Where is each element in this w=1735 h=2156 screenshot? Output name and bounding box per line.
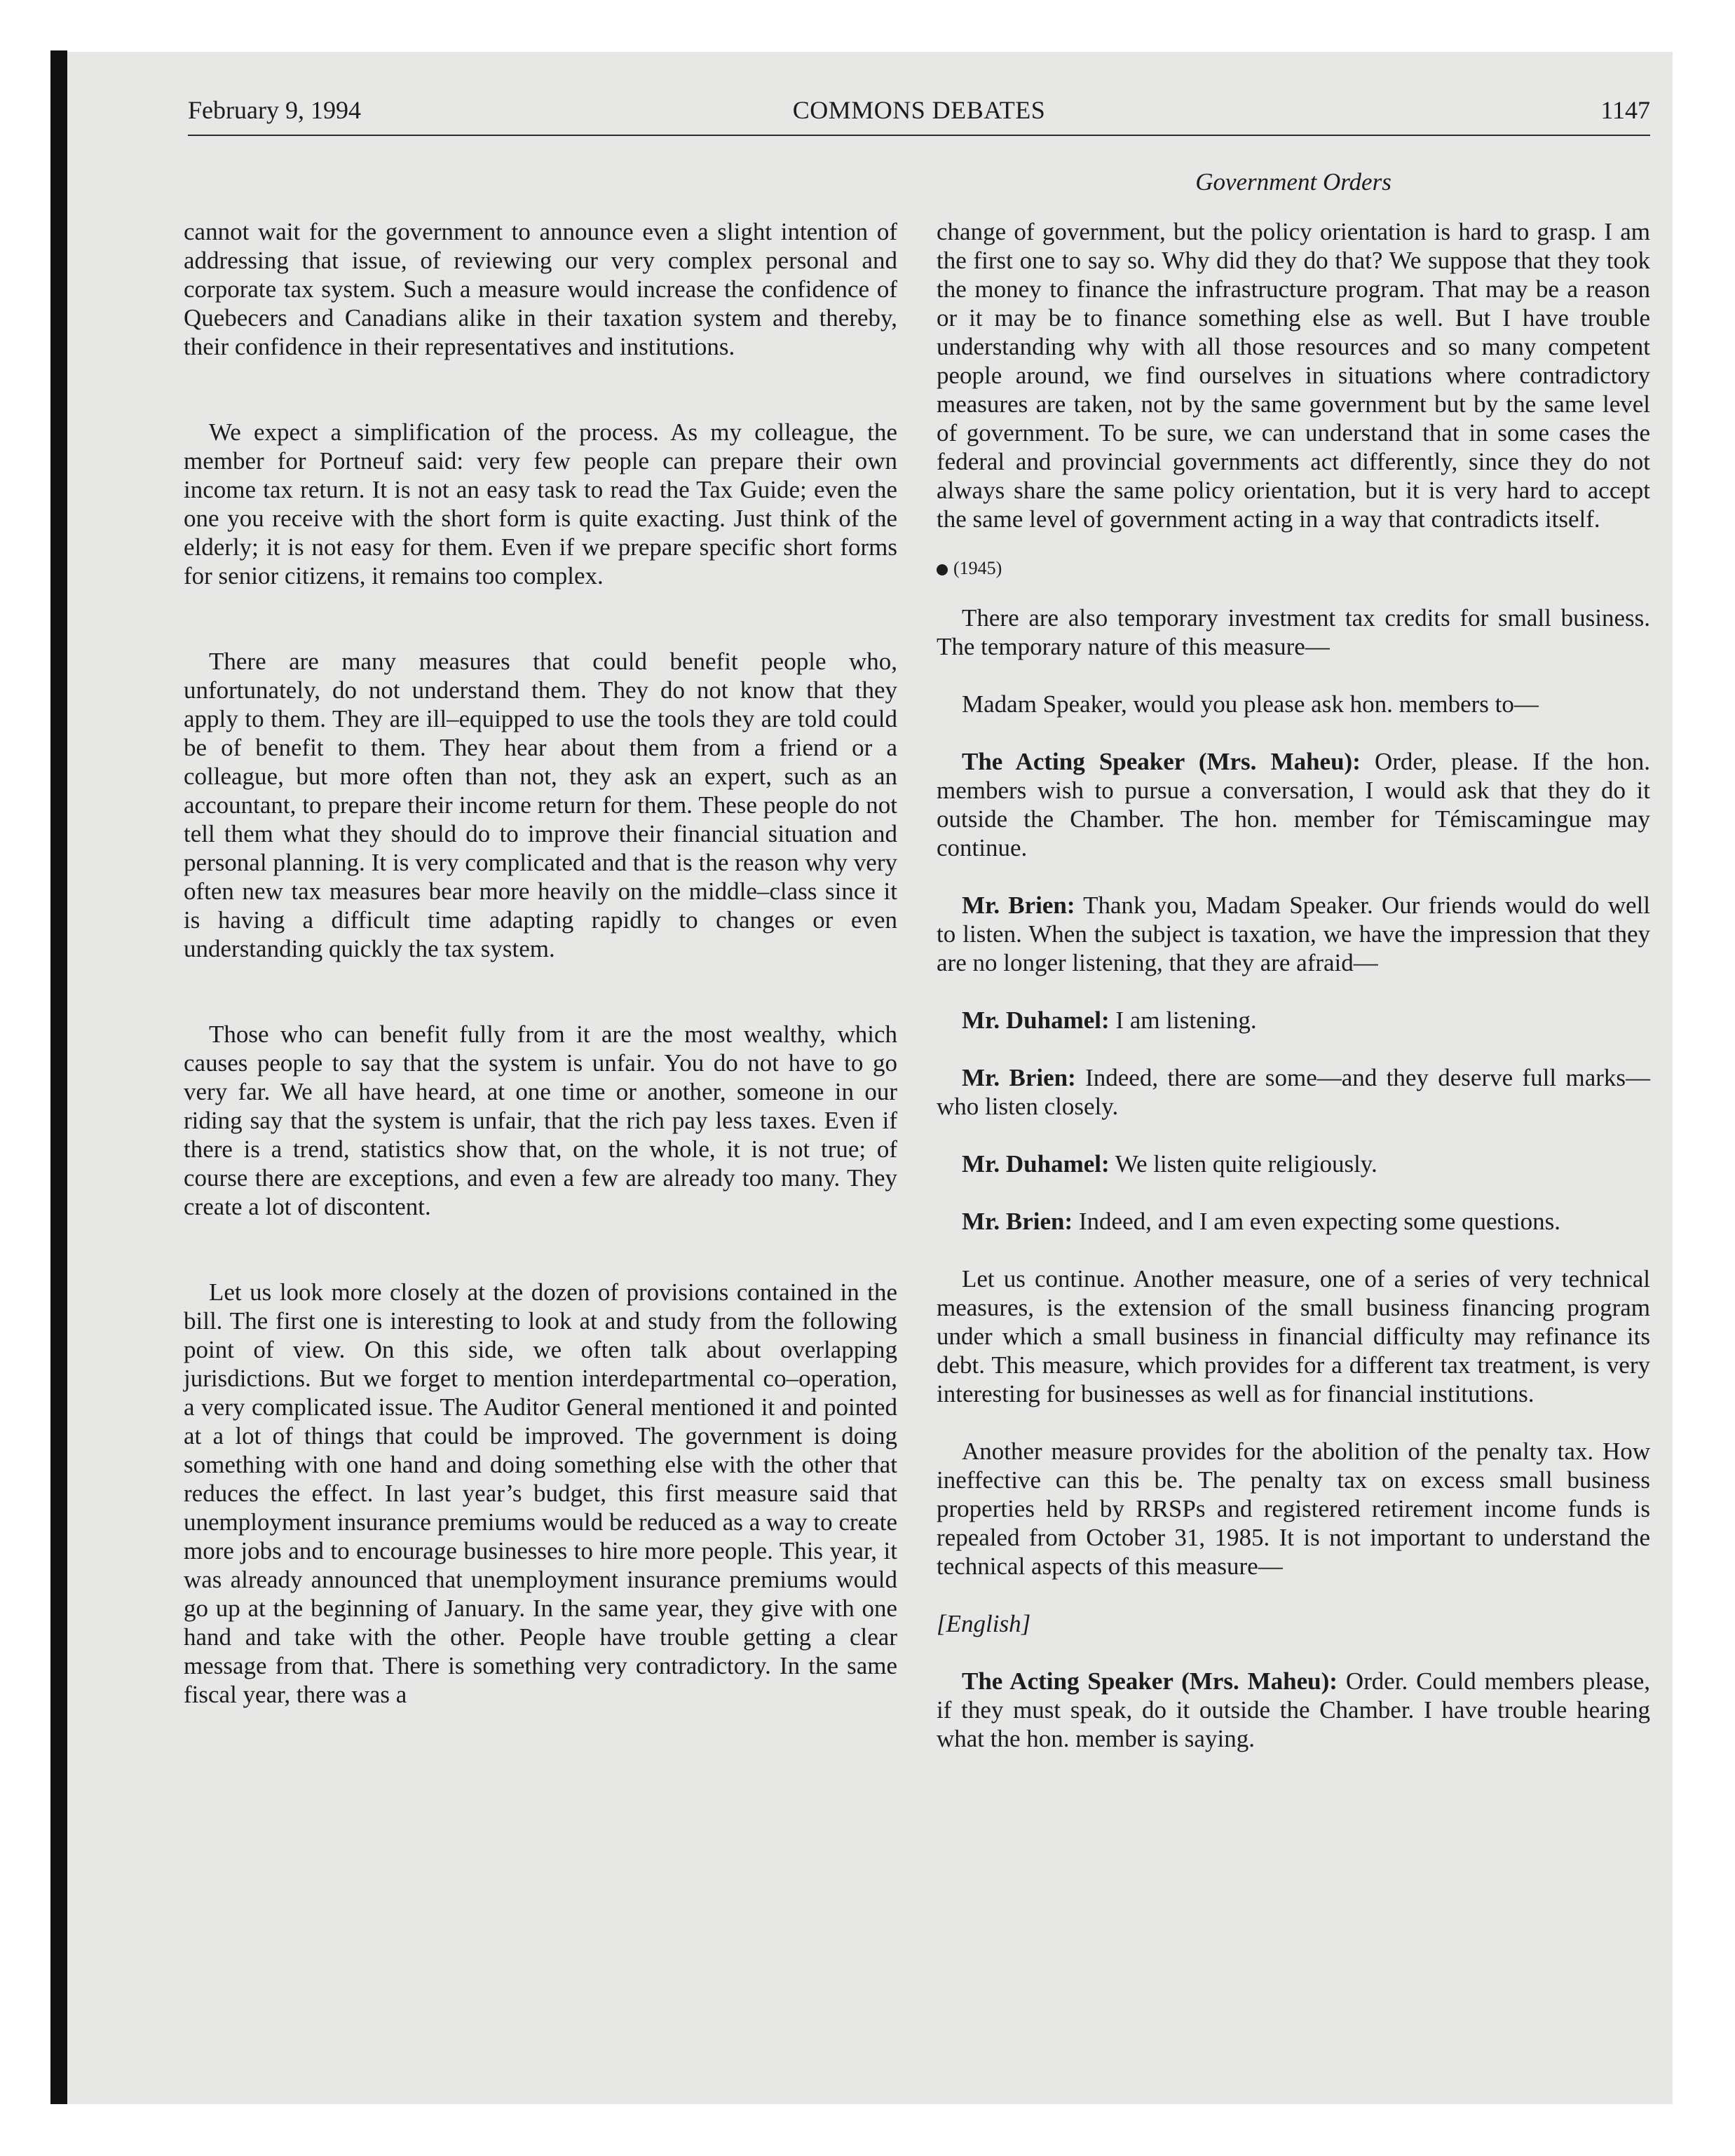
paragraph: change of government, but the policy orientation is hard to grasp. I am the first one to say so. Why did they do that? We suppose that they took the money to finance the infrastructure program. That may be a reason or it may be to finance something else as well. But I have trouble understanding why with all those resources and so many competent people around, we find ourselves in situations where contradictory measures are taken, not by the same government but by the same level of government. To be sure, we can understand that in some cases the federal and provincial governments act differently, since they do not always share the same policy orientation, but it is very hard to accept the same level of government acting in a way that contradicts itself.: [937, 218, 1650, 533]
speech-text: I am listening.: [1115, 1007, 1257, 1034]
speech-text: Thank you, Madam Speaker. Our friends would do well to listen. When the subject is taxation, we have the impression that they are no longer listening, that they are afraid—: [937, 892, 1650, 976]
speaker-name: The Acting Speaker (Mrs. Maheu):: [962, 1667, 1338, 1695]
speaker-name: Mr. Brien:: [962, 1064, 1076, 1091]
speech: [937, 1667, 1650, 1753]
time-stamp: [937, 554, 1650, 582]
speaker-name: Mr. Duhamel:: [962, 1150, 1110, 1178]
paragraph: Let us continue. Another measure, one of a series of very technical measures, is the extension of the small business financing program under which a small business in financial difficulty may refinance its debt. This measure, which provides for a different tax treatment, is very interesting for businesses as well as for financial institutions.: [937, 1265, 1650, 1407]
speech: [937, 1207, 1650, 1236]
paragraph: cannot wait for the government to announce even a slight intention of addressing that issue, of reviewing our very complex personal and corporate tax system. Such a measure would increase the confidence of Quebecers and Canadians alike in their taxation system and thereby, their confidence in their representatives and institutions.: [184, 218, 897, 360]
speech-text: Order, please. If the hon. members wish to pursue a conversation, I would ask that they do it outside the Chamber. The hon. member for Témiscamingue may continue.: [937, 748, 1651, 861]
speech-text: Order. Could members please, if they must speak, do it outside the Chamber. I have trouble hearing what the hon. member is saying.: [937, 1667, 1651, 1752]
left-column: [184, 217, 897, 1709]
bullet-icon: [937, 564, 948, 575]
speech-text: Indeed, there are some—and they deserve full marks—who listen closely.: [937, 1064, 1651, 1120]
speaker-name: The Acting Speaker (Mrs. Maheu):: [962, 748, 1361, 775]
speaker-name: Mr. Brien:: [962, 1208, 1073, 1235]
speech-text: Indeed, and I am even expecting some questions.: [1078, 1208, 1561, 1235]
speech: [937, 1006, 1650, 1035]
paragraph: We expect a simplification of the process. As my colleague, the member for Portneuf said: very few people can prepare their own income tax return. It is not an easy task to read the Tax Guide; even the one you receive with the short form is quite exacting. Just think of the elderly; it is not easy for them. Even if we prepare specific short forms for senior citizens, it remains too complex.: [184, 418, 897, 589]
header-date: February 9, 1994: [188, 96, 361, 124]
speaker-name: Mr. Brien:: [962, 892, 1075, 919]
paragraph: There are also temporary investment tax credits for small business. The temporary nature of this measure—: [937, 604, 1650, 660]
right-column: [937, 217, 1650, 1753]
language-note: [English]: [937, 1610, 1031, 1637]
paragraph: Madam Speaker, would you please ask hon. members to—: [962, 690, 1539, 718]
section-title: Government Orders: [1195, 168, 1392, 196]
paragraph: Another measure provides for the abolition of the penalty tax. How ineffective can this be. The penalty tax on excess small business properties held by RRSPs and registered retirement income funds is repealed from October 31, 1985. It is not important to understand the technical aspects of this measure—: [937, 1438, 1650, 1580]
speech: [937, 891, 1650, 977]
speech: [937, 1149, 1650, 1178]
scan-edge: [50, 50, 67, 2104]
speech: [937, 747, 1650, 862]
speaker-name: Mr. Duhamel:: [962, 1007, 1110, 1034]
header-title: COMMONS DEBATES: [792, 96, 1046, 124]
paragraph: There are many measures that could benefit people who, unfortunately, do not understand them. They do not know that they apply to them. They are ill–equipped to use the tools they are told could be of benefit to them. They hear about them from a friend or a colleague, but more often than not, they ask an expert, such as an accountant, to prepare their income return for them. These people do not tell them what they should do to improve their financial situation and personal planning. It is very complicated and that is the reason why very often new tax measures bear more heavily on the middle–class since it is having a difficult time adapting rapidly to changes or even understanding quickly the tax system.: [184, 648, 897, 962]
paragraph: Let us look more closely at the dozen of provisions contained in the bill. The first one is interesting to look at and study from the following point of view. On this side, we often talk about overlapping jurisdictions. But we forget to mention interdepartmental co–operation, a very complicated issue. The Auditor General mentioned it and pointed at a lot of things that could be improved. The government is doing something with one hand and doing something else with the other that reduces the effect. In last year’s budget, this first measure said that unemployment insurance premiums would be reduced as a way to create more jobs and to encourage businesses to hire more people. This year, it was already announced that unemployment insurance premiums would go up at the beginning of January. In the same year, they give with one hand and take with the other. People have trouble getting a clear message from that. There is something very contradictory. In the same fiscal year, there was a: [184, 1278, 897, 1708]
time-stamp-text: (1945): [953, 558, 1002, 578]
header-page-number: 1147: [1600, 96, 1650, 124]
paragraph: Those who can benefit fully from it are the most wealthy, which causes people to say that the system is unfair. You do not have to go very far. We all have heard, at one time or another, someone in our riding say that the system is unfair, that the rich pay less taxes. Even if there is a trend, statistics show that, on the whole, it is not true; of course there are exceptions, and even a few are already too many. They create a lot of discontent.: [184, 1021, 897, 1220]
page-header: [188, 95, 1650, 136]
speech: [937, 1063, 1650, 1121]
speech-text: We listen quite religiously.: [1115, 1150, 1377, 1178]
